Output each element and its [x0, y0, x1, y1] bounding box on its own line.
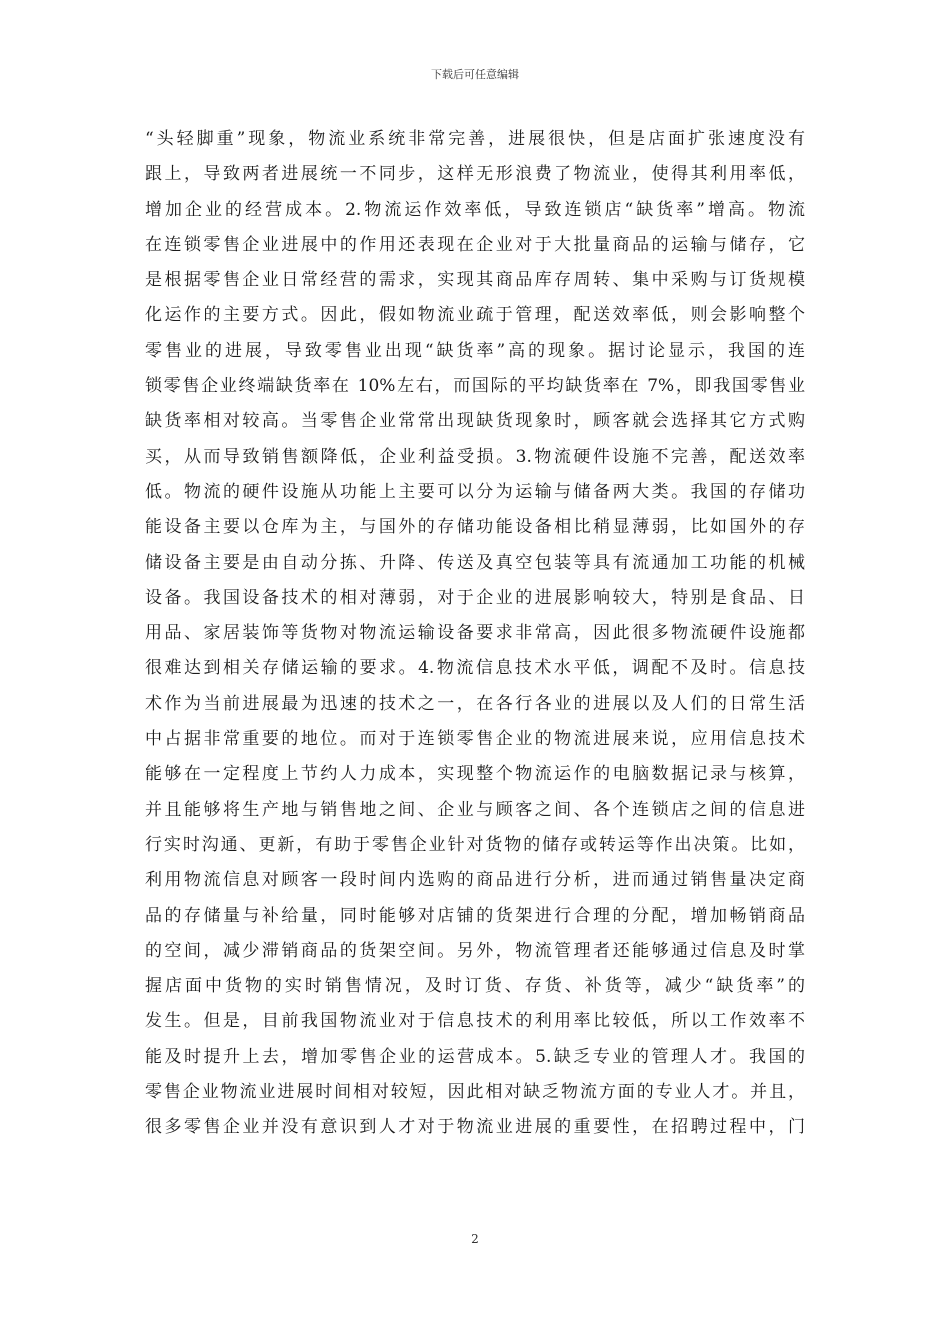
text-line: 零售业的进展，导致零售业出现“缺货率”高的现象。据讨论显示，我国的连: [145, 340, 805, 361]
page-number: 2: [471, 1232, 479, 1246]
text-line: 利用物流信息对顾客一段时间内选购的商品进行分析，进而通过销售量决定商: [145, 870, 805, 891]
text-line: 买，从而导致销售额降低，企业利益受损。3.物流硬件设施不完善，配送效率: [145, 446, 805, 467]
text-line: 中占据非常重要的地位。而对于连锁零售企业的物流进展来说，应用信息技术: [145, 729, 805, 750]
text-line: “头轻脚重”现象，物流业系统非常完善，进展很快，但是店面扩张速度没有: [145, 129, 805, 149]
text-line: 行实时沟通、更新，有助于零售企业针对货物的储存或转运等作出决策。比如，: [145, 834, 805, 855]
text-line: 很难达到相关存储运输的要求。4.物流信息技术水平低，调配不及时。信息技: [145, 658, 805, 679]
text-line: 用品、家居装饰等货物对物流运输设备要求非常高，因此很多物流硬件设施都: [145, 623, 805, 644]
text-line: 锁零售企业终端缺货率在 10%左右，而国际的平均缺货率在 7%，即我国零售业: [145, 376, 805, 397]
text-line: 很多零售企业并没有意识到人才对于物流业进展的重要性，在招聘过程中，门: [145, 1117, 805, 1138]
text-line: 术作为当前进展最为迅速的技术之一，在各行各业的进展以及人们的日常生活: [145, 693, 805, 714]
text-line: 缺货率相对较高。当零售企业常常出现缺货现象时，顾客就会选择其它方式购: [145, 411, 805, 432]
text-line: 能设备主要以仓库为主，与国外的存储功能设备相比稍显薄弱，比如国外的存: [145, 517, 805, 538]
text-line: 设备。我国设备技术的相对薄弱，对于企业的进展影响较大，特别是食品、日: [145, 587, 805, 608]
text-line: 能够在一定程度上节约人力成本，实现整个物流运作的电脑数据记录与核算，: [145, 764, 805, 785]
text-line: 储设备主要是由自动分拣、升降、传送及真空包装等具有流通加工功能的机械: [145, 552, 805, 573]
document-body: [145, 122, 805, 1146]
text-line: 握店面中货物的实时销售情况，及时订货、存货、补货等，减少“缺货率”的: [145, 976, 805, 997]
text-line: 品的存储量与补给量，同时能够对店铺的货架进行合理的分配，增加畅销商品: [145, 905, 805, 926]
text-line: 在连锁零售企业进展中的作用还表现在企业对于大批量商品的运输与储存，它: [145, 234, 805, 255]
page-header: 下载后可任意编辑: [431, 68, 519, 81]
text-line: 零售企业物流业进展时间相对较短，因此相对缺乏物流方面的专业人才。并且，: [145, 1082, 805, 1103]
text-line: 跟上，导致两者进展统一不同步，这样无形浪费了物流业，使得其利用率低，: [145, 164, 805, 185]
text-line: 是根据零售企业日常经营的需求，实现其商品库存周转、集中采购与订货规模: [145, 270, 805, 291]
text-line: 发生。但是，目前我国物流业对于信息技术的利用率比较低，所以工作效率不: [145, 1011, 805, 1032]
text-line: 化运作的主要方式。因此，假如物流业疏于管理，配送效率低，则会影响整个: [145, 305, 805, 326]
text-line: 增加企业的经营成本。2.物流运作效率低，导致连锁店“缺货率”增高。物流: [145, 199, 805, 220]
text-line: 能及时提升上去，增加零售企业的运营成本。5.缺乏专业的管理人才。我国的: [145, 1046, 805, 1067]
text-line: 低。物流的硬件设施从功能上主要可以分为运输与储备两大类。我国的存储功: [145, 481, 805, 502]
text-line: 的空间，减少滞销商品的货架空间。另外，物流管理者还能够通过信息及时掌: [145, 940, 805, 961]
text-line: 并且能够将生产地与销售地之间、企业与顾客之间、各个连锁店之间的信息进: [145, 799, 805, 820]
